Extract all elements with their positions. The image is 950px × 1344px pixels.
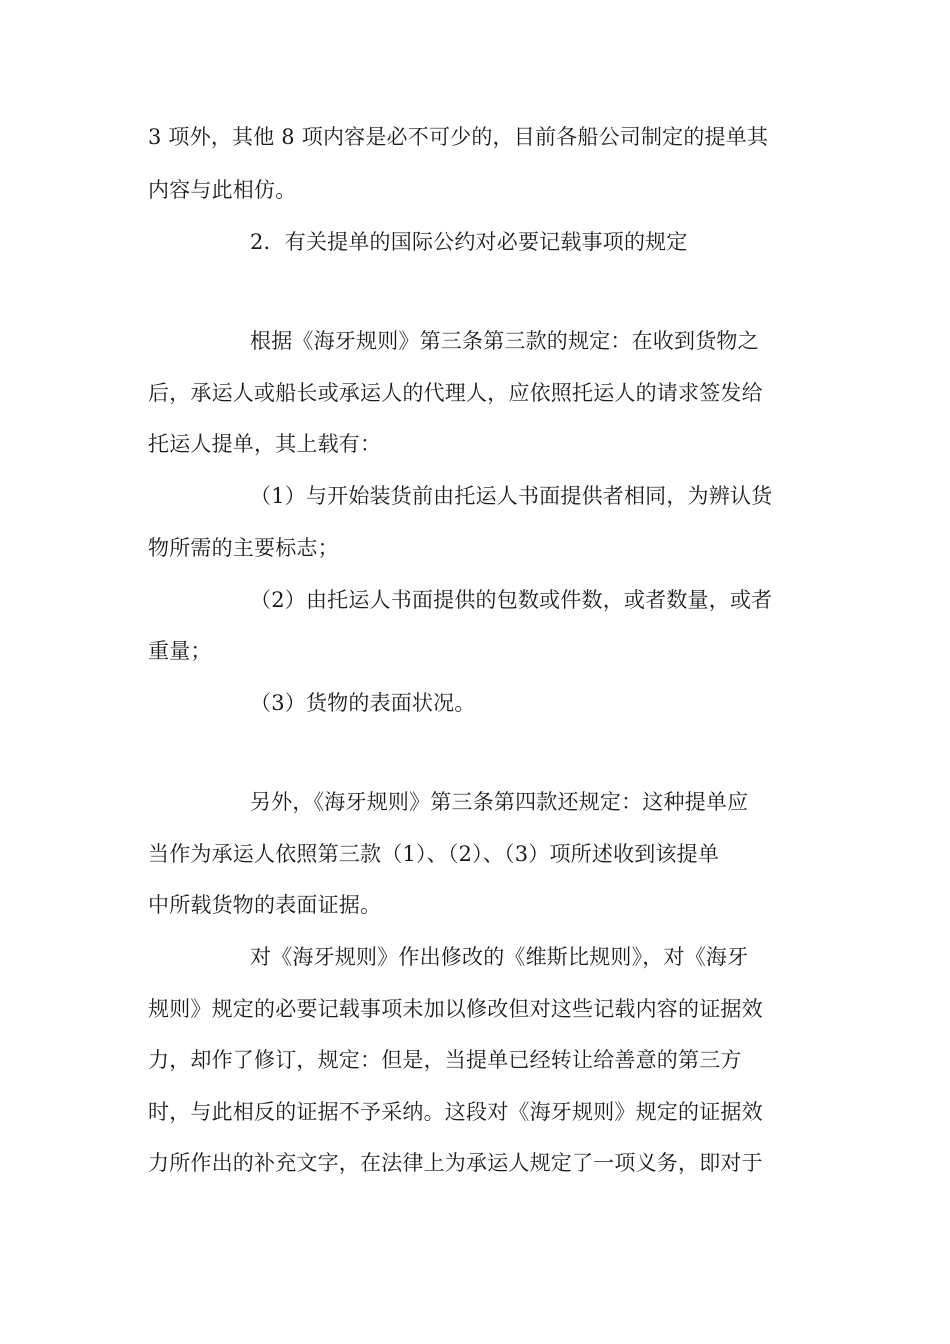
text-line: 重量； — [148, 639, 212, 663]
text-line: 内容与此相仿。 — [148, 178, 297, 202]
text-line: 中所载货物的表面证据。 — [148, 893, 382, 917]
paragraph-first-line: 另外，《海牙规则》第三条第四款还规定：这种提单应 — [250, 790, 749, 814]
paragraph-first-line: 对《海牙规则》作出修改的《维斯比规则》，对《海牙 — [250, 945, 749, 969]
text-line: 力，却作了修订，规定：但是，当提单已经转让给善意的第三方 — [148, 1048, 742, 1072]
text-line: 时，与此相反的证据不予采纳。这段对《海牙规则》规定的证据效 — [148, 1100, 763, 1124]
text-line: 当作为承运人依照第三款（1）、（2）、（3）项所述收到该提单 — [148, 842, 720, 866]
text-line: 力所作出的补充文字，在法律上为承运人规定了一项义务，即对于 — [148, 1151, 763, 1175]
text-line: 物所需的主要标志； — [148, 536, 339, 560]
list-item-1: （1）与开始装货前由托运人书面提供者相同，为辨认货 — [250, 484, 773, 508]
text-line: 托运人提单，其上载有： — [148, 432, 382, 456]
paragraph-first-line: 根据《海牙规则》第三条第三款的规定：在收到货物之 — [250, 329, 759, 353]
text-line: 后，承运人或船长或承运人的代理人，应依照托运人的请求签发给 — [148, 381, 763, 405]
text-line: 规则》规定的必要记载事项未加以修改但对这些记载内容的证据效 — [148, 997, 763, 1021]
text-line: 3 项外，其他 8 项内容是必不可少的，目前各船公司制定的提单其 — [148, 125, 769, 149]
section-heading: 2．有关提单的国际公约对必要记载事项的规定 — [250, 230, 688, 254]
list-item-3: （3）货物的表面状况。 — [250, 691, 476, 715]
list-item-2: （2）由托运人书面提供的包数或件数，或者数量，或者 — [250, 588, 773, 612]
